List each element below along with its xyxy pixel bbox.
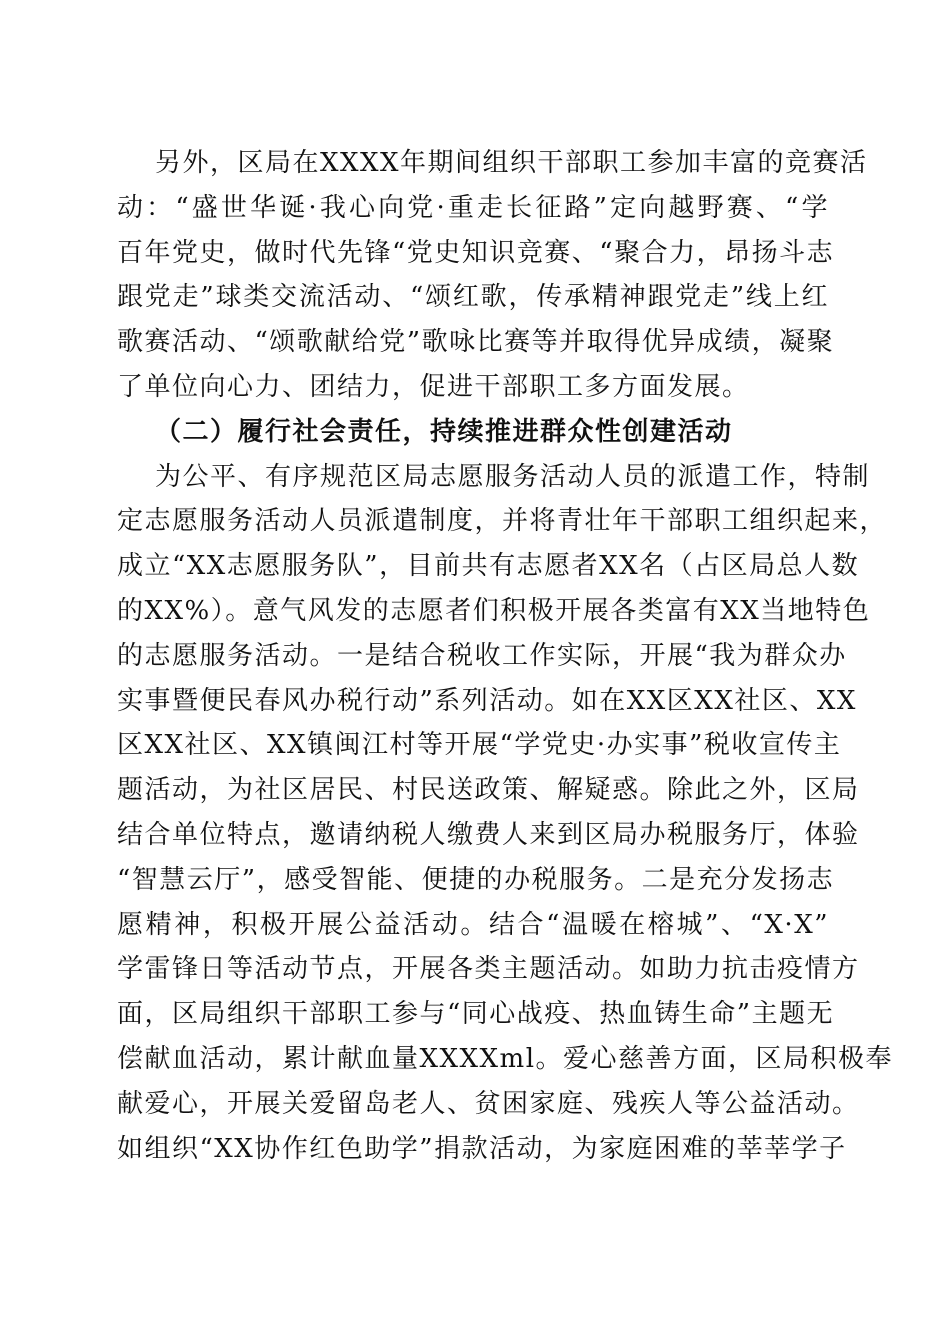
document-body — [117, 141, 894, 1171]
paragraph-line: 偿献血活动，累计献血量XXXXml。爱心慈善方面，区局积极奉 — [117, 1043, 894, 1074]
section-heading: （二）履行社会责任，持续推进群众性创建活动 — [155, 416, 733, 447]
paragraph-line: 百年党史，做时代先锋“党史知识竞赛、“聚合力，昂扬斗志 — [117, 237, 835, 268]
paragraph-line: 区XX社区、XX镇闽江村等开展“学党史·办实事”税收宣传主 — [117, 730, 842, 761]
paragraph-line: “智慧云厅”，感受智能、便捷的办税服务。二是充分发扬志 — [117, 864, 835, 895]
paragraph-line: 实事暨便民春风办税行动”系列活动。如在XX区XX社区、XX — [117, 685, 857, 716]
paragraph-line: 愿精神，积极开展公益活动。结合“温暖在榕城”、“X·X” — [117, 909, 829, 940]
paragraph-line: 的志愿服务活动。一是结合税收工作实际，开展“我为群众办 — [117, 640, 847, 671]
paragraph-line: 面，区局组织干部职工参与“同心战疫、热血铸生命”主题无 — [117, 999, 835, 1030]
paragraph-line: 学雷锋日等活动节点，开展各类主题活动。如助力抗击疫情方 — [117, 954, 860, 985]
paragraph-line: 跟党走”球类交流活动、“颂红歌，传承精神跟党走”线上红 — [117, 282, 829, 313]
paragraph-line: 动：“盛世华诞·我心向党·重走长征路”定向越野赛、“学 — [117, 192, 829, 223]
paragraph-line: 结合单位特点，邀请纳税人缴费人来到区局办税服务厅，体验 — [117, 819, 860, 850]
paragraph-line: 了单位向心力、团结力，促进干部职工多方面发展。 — [117, 371, 750, 402]
paragraph-1 — [117, 141, 868, 410]
paragraph-2 — [117, 455, 894, 1172]
paragraph-line: 另外，区局在XXXX年期间组织干部职工参加丰富的竞赛活 — [155, 148, 868, 178]
paragraph-line: 献爱心，开展关爱留岛老人、贫困家庭、残疾人等公益活动。 — [117, 1088, 860, 1119]
paragraph-line: 定志愿服务活动人员派遣制度，并将青壮年干部职工组织起来， — [117, 506, 888, 537]
paragraph-line: 歌赛活动、“颂歌献给党”歌咏比赛等并取得优异成绩，凝聚 — [117, 327, 835, 358]
paragraph-line: 如组织“XX协作红色助学”捐款活动，为家庭困难的莘莘学子 — [117, 1133, 847, 1164]
paragraph-line: 成立“XX志愿服务队”，目前共有志愿者XX名（占区局总人数 — [117, 551, 860, 582]
paragraph-line: 的XX%）。意气风发的志愿者们积极开展各类富有XX当地特色 — [117, 595, 871, 626]
paragraph-line: 为公平、有序规范区局志愿服务活动人员的派遣工作，特制 — [155, 461, 871, 492]
paragraph-line: 题活动，为社区居民、村民送政策、解疑惑。除此之外，区局 — [117, 775, 860, 806]
